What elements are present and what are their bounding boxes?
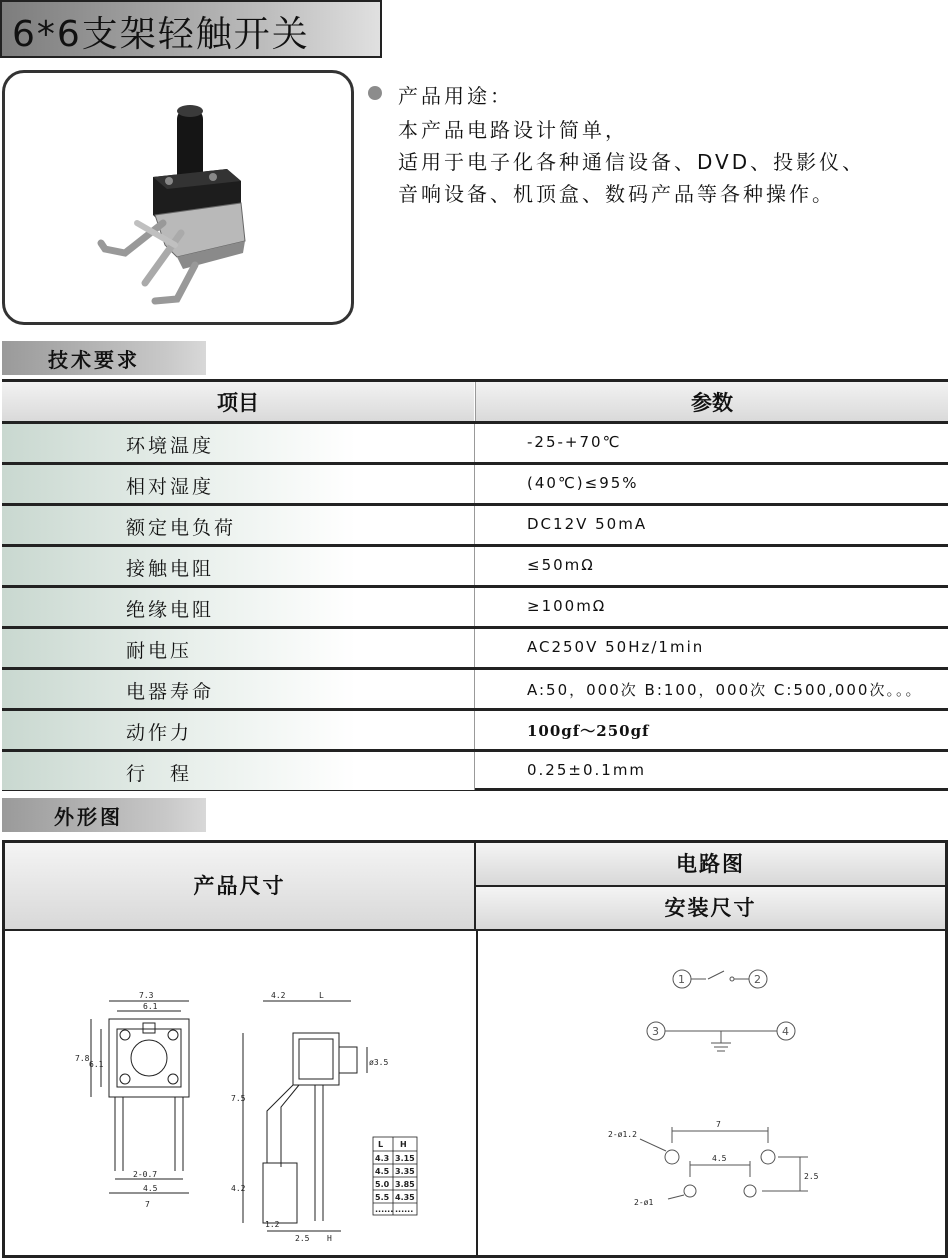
dim-L: L [319,991,324,1000]
dim-6-1: 6.1 [143,1002,158,1011]
dim-7-8: 7.8 [75,1054,90,1063]
hole-2-1-2: 2-ø1.2 [608,1130,637,1139]
row-item: 行 程 [126,763,193,785]
install-size-header: 安装尺寸 [476,887,945,929]
row-value: 100gf～250gf [527,722,650,740]
page-title: 6*6支架轻触开关 [12,14,310,55]
table-row [2,585,948,626]
switch-illustration [5,73,351,322]
lh-cell: 3.15 [395,1154,415,1163]
pin-4: 4 [782,1025,789,1038]
row-value: AC250V 50Hz/1min [527,638,705,656]
row-item: 环境温度 [126,435,215,457]
table-row [2,462,948,503]
row-value: (40℃)≤95% [527,474,639,492]
outline-table [2,840,948,1258]
dim-1-2: 1.2 [265,1220,280,1229]
row-item: 电器寿命 [126,681,215,703]
usage-line-3: 音响设备、机顶盒、数码产品等各种操作。 [398,182,835,206]
outline-section-title: 外形图 [54,805,123,829]
lh-cell: 4.35 [395,1193,415,1202]
row-item: 接触电阻 [126,558,215,580]
lh-cell: 3.35 [395,1167,415,1176]
usage-line-2: 适用于电子化各种通信设备、DVD、投影仪、 [398,150,866,174]
title-bar [0,0,382,58]
dim-7-5: 7.5 [231,1094,246,1103]
tech-section-title: 技术要求 [48,348,140,372]
circuit-header: 电路图 [476,843,945,885]
header-item: 项目 [2,382,474,424]
lh-header-H: H [400,1140,407,1149]
usage-heading: 产品用途： [398,84,513,108]
row-item: 绝缘电阻 [126,599,215,621]
dim-4-2: 4.2 [271,991,286,1000]
install-2-5: 2.5 [804,1172,819,1181]
product-dimension-drawing [5,931,476,1255]
spec-table-header [2,382,948,424]
dim-4-5: 4.5 [143,1184,158,1193]
tech-section-header [2,341,206,375]
dim-6-1-v: 6.1 [89,1060,104,1069]
table-row [2,667,948,708]
pin-2: 2 [754,973,761,986]
install-4-5: 4.5 [712,1154,727,1163]
lh-cell: ...... [375,1205,394,1214]
header-param: 参数 [475,382,948,424]
table-row [2,421,948,462]
dim-2-0-7: 2-0.7 [133,1170,158,1179]
row-item: 相对湿度 [126,476,215,498]
pin-3: 3 [652,1025,659,1038]
table-row [2,503,948,544]
row-value: ≤50mΩ [527,556,595,574]
table-row [2,749,948,791]
table-row [2,708,948,749]
row-value: DC12V 50mA [527,515,648,533]
lh-cell: 3.85 [395,1180,415,1189]
bullet-icon [368,86,382,100]
row-value: A:50，000次 B:100，000次 C:500,000次。。。 [527,681,923,699]
row-item: 耐电压 [126,640,193,662]
lh-cell: 5.5 [375,1193,390,1202]
product-size-header: 产品尺寸 [5,843,476,929]
table-row [2,544,948,585]
dim-7-3: 7.3 [139,991,154,1000]
lh-cell: ...... [395,1205,414,1214]
lh-cell: 5.0 [375,1180,390,1189]
row-value: 0.25±0.1mm [527,761,647,779]
lh-cell: 4.5 [375,1167,390,1176]
row-value: -25-+70℃ [527,433,622,451]
pin-1: 1 [678,973,685,986]
row-item: 动作力 [126,722,193,744]
circuit-install-drawing [478,931,945,1255]
lh-cell: 4.3 [375,1154,390,1163]
usage-line-1: 本产品电路设计简单， [398,118,628,142]
row-value: ≥100mΩ [527,597,607,615]
row-item: 额定电负荷 [126,517,237,539]
dim-4-2-v: 4.2 [231,1184,246,1193]
hole-2-1: 2-ø1 [634,1198,654,1207]
lh-header-L: L [378,1140,384,1149]
dim-2-5: 2.5 [295,1234,310,1243]
product-photo [2,70,354,325]
outline-section-header [2,798,206,832]
install-7: 7 [716,1120,721,1129]
dim-H: H [327,1234,332,1243]
dim-3-5: ø3.5 [369,1058,389,1067]
table-row [2,626,948,667]
dim-7: 7 [145,1200,150,1209]
